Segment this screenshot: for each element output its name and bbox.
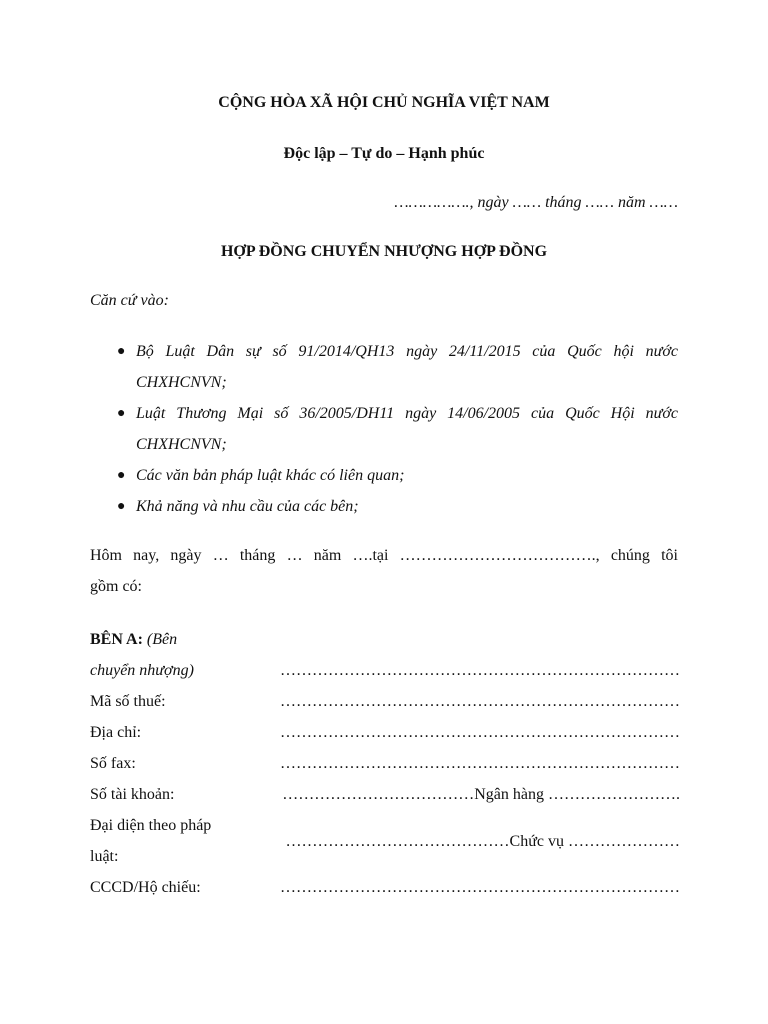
contract-title: HỢP ĐỒNG CHUYỂN NHƯỢNG HỢP ĐỒNG	[220, 243, 548, 260]
representative-label: Đại diện theo pháp luật:	[90, 817, 212, 865]
party-a-label: BÊN A: (Bên chuyển nhượng)	[90, 631, 194, 679]
address-field[interactable]: …………………………………………………………………	[280, 724, 680, 741]
today-line-1: Hôm nay, ngày … tháng … năm ….tại ………………………………., chúng tôi	[90, 547, 678, 564]
list-item: ● Bộ Luật Dân sự số 91/2014/QH13 ngày 24/11/2015 của Quốc hội nước CHXHCNVN;	[90, 336, 678, 398]
tax-code-label: Mã số thuế:	[90, 693, 166, 710]
address-label: Địa chỉ:	[90, 724, 142, 741]
table-row	[90, 686, 680, 717]
basis-list	[90, 336, 678, 522]
motto: Độc lập – Tự do – Hạnh phúc	[283, 145, 485, 162]
bullet-icon: ●	[117, 406, 126, 421]
fax-field[interactable]: …………………………………………………………………	[280, 755, 680, 772]
today-line-2: gồm có:	[90, 578, 142, 595]
table-row	[90, 624, 680, 686]
account-label: Số tài khoản:	[90, 786, 175, 803]
list-item: ● Khả năng và nhu cầu của các bên;	[90, 491, 678, 522]
fax-label: Số fax:	[90, 755, 136, 772]
bullet-icon: ●	[117, 468, 126, 483]
table-row	[90, 717, 680, 748]
today-paragraph	[90, 540, 678, 602]
representative-field[interactable]: ……………………………………Chức vụ …………………	[285, 832, 680, 850]
bullet-icon: ●	[117, 499, 126, 514]
party-a-table	[90, 624, 680, 903]
country-heading: CỘNG HÒA XÃ HỘI CHỦ NGHĨA VIỆT NAM	[218, 94, 550, 111]
table-row	[90, 779, 680, 810]
table-row	[90, 872, 680, 903]
date-line: ……………., ngày …… tháng …… năm ……	[394, 194, 678, 211]
list-item: ● Các văn bản pháp luật khác có liên quan;	[90, 460, 678, 491]
id-card-label: CCCD/Hộ chiếu:	[90, 879, 201, 896]
list-item: ● Luật Thương Mại số 36/2005/DH11 ngày 14/06/2005 của Quốc Hội nước CHXHCNVN;	[90, 398, 678, 460]
id-card-field[interactable]: …………………………………………………………………	[280, 879, 680, 896]
party-a-name-field[interactable]: …………………………………………………………………	[280, 662, 680, 679]
table-row	[90, 748, 680, 779]
table-row	[90, 810, 680, 872]
bullet-icon: ●	[117, 344, 126, 359]
account-field[interactable]: ………………………………Ngân hàng …………………….	[282, 786, 680, 803]
tax-code-field[interactable]: …………………………………………………………………	[280, 693, 680, 710]
basis-intro: Căn cứ vào:	[90, 292, 169, 309]
